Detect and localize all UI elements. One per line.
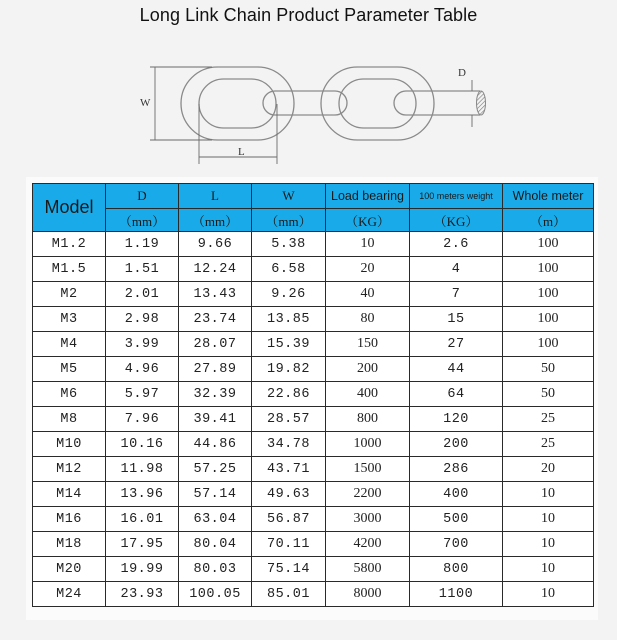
cell-d: 2.01 <box>106 282 179 307</box>
unit-load-bearing: （KG） <box>326 209 410 232</box>
cell-100m-weight: 400 <box>410 482 503 507</box>
cell-model: M10 <box>33 432 106 457</box>
cell-w: 15.39 <box>252 332 326 357</box>
cell-whole-meter: 10 <box>503 557 594 582</box>
cell-whole-meter: 50 <box>503 382 594 407</box>
unit-d: （mm） <box>106 209 179 232</box>
cell-whole-meter: 10 <box>503 582 594 607</box>
cell-load-bearing: 5800 <box>326 557 410 582</box>
cell-w: 5.38 <box>252 232 326 257</box>
cell-d: 17.95 <box>106 532 179 557</box>
cell-whole-meter: 100 <box>503 232 594 257</box>
cell-100m-weight: 286 <box>410 457 503 482</box>
diameter-label: D <box>458 67 466 79</box>
cell-l: 100.05 <box>179 582 252 607</box>
unit-w: （mm） <box>252 209 326 232</box>
cell-100m-weight: 1100 <box>410 582 503 607</box>
cell-model: M18 <box>33 532 106 557</box>
cell-100m-weight: 2.6 <box>410 232 503 257</box>
table-row <box>33 457 594 482</box>
chain-link-2-outer <box>321 67 434 140</box>
cell-100m-weight: 120 <box>410 407 503 432</box>
cell-l: 57.25 <box>179 457 252 482</box>
header-d: D <box>106 184 179 209</box>
cell-w: 9.26 <box>252 282 326 307</box>
cell-model: M14 <box>33 482 106 507</box>
table-row <box>33 407 594 432</box>
cell-d: 13.96 <box>106 482 179 507</box>
cell-whole-meter: 20 <box>503 457 594 482</box>
cell-load-bearing: 1000 <box>326 432 410 457</box>
cell-load-bearing: 40 <box>326 282 410 307</box>
cell-w: 43.71 <box>252 457 326 482</box>
page-title: Long Link Chain Product Parameter Table <box>139 5 478 25</box>
cell-d: 16.01 <box>106 507 179 532</box>
header-whole-meter: Whole meter <box>503 184 594 209</box>
cell-l: 63.04 <box>179 507 252 532</box>
cell-l: 28.07 <box>179 332 252 357</box>
cell-w: 19.82 <box>252 357 326 382</box>
cell-l: 32.39 <box>179 382 252 407</box>
cell-l: 44.86 <box>179 432 252 457</box>
cell-model: M8 <box>33 407 106 432</box>
cell-whole-meter: 25 <box>503 407 594 432</box>
cell-model: M5 <box>33 357 106 382</box>
diameter-section-icon <box>477 91 486 115</box>
cell-l: 9.66 <box>179 232 252 257</box>
table-row <box>33 582 594 607</box>
cell-whole-meter: 10 <box>503 532 594 557</box>
header-row-names <box>33 184 594 209</box>
table-row <box>33 257 594 282</box>
cell-w: 34.78 <box>252 432 326 457</box>
cell-100m-weight: 15 <box>410 307 503 332</box>
cell-load-bearing: 8000 <box>326 582 410 607</box>
cell-whole-meter: 100 <box>503 282 594 307</box>
chain-link-2-inner <box>339 79 416 128</box>
cell-l: 23.74 <box>179 307 252 332</box>
cell-model: M12 <box>33 457 106 482</box>
cell-d: 3.99 <box>106 332 179 357</box>
cell-d: 7.96 <box>106 407 179 432</box>
cell-d: 19.99 <box>106 557 179 582</box>
cell-w: 70.11 <box>252 532 326 557</box>
cell-l: 57.14 <box>179 482 252 507</box>
table-row <box>33 557 594 582</box>
cell-w: 75.14 <box>252 557 326 582</box>
cell-l: 13.43 <box>179 282 252 307</box>
cell-w: 49.63 <box>252 482 326 507</box>
cell-100m-weight: 700 <box>410 532 503 557</box>
table-row <box>33 532 594 557</box>
cell-whole-meter: 100 <box>503 332 594 357</box>
cell-100m-weight: 800 <box>410 557 503 582</box>
cell-load-bearing: 4200 <box>326 532 410 557</box>
cell-d: 1.51 <box>106 257 179 282</box>
chain-diagram <box>0 0 617 175</box>
cell-l: 80.04 <box>179 532 252 557</box>
cell-d: 4.96 <box>106 357 179 382</box>
cell-100m-weight: 200 <box>410 432 503 457</box>
cell-d: 1.19 <box>106 232 179 257</box>
cell-load-bearing: 80 <box>326 307 410 332</box>
cell-whole-meter: 25 <box>503 432 594 457</box>
cell-load-bearing: 200 <box>326 357 410 382</box>
cell-load-bearing: 2200 <box>326 482 410 507</box>
cell-load-bearing: 400 <box>326 382 410 407</box>
cell-model: M3 <box>33 307 106 332</box>
cell-model: M20 <box>33 557 106 582</box>
chain-link-end <box>394 91 480 115</box>
cell-load-bearing: 150 <box>326 332 410 357</box>
cell-model: M1.5 <box>33 257 106 282</box>
cell-model: M6 <box>33 382 106 407</box>
header-l: L <box>179 184 252 209</box>
cell-100m-weight: 64 <box>410 382 503 407</box>
table-row <box>33 232 594 257</box>
cell-load-bearing: 1500 <box>326 457 410 482</box>
cell-100m-weight: 27 <box>410 332 503 357</box>
cell-model: M16 <box>33 507 106 532</box>
table-row <box>33 482 594 507</box>
cell-d: 11.98 <box>106 457 179 482</box>
table-row <box>33 307 594 332</box>
cell-model: M4 <box>33 332 106 357</box>
cell-l: 39.41 <box>179 407 252 432</box>
cell-w: 85.01 <box>252 582 326 607</box>
unit-100m-weight: （KG） <box>410 209 503 232</box>
cell-d: 23.93 <box>106 582 179 607</box>
chain-link-1-inner <box>199 79 276 128</box>
cell-100m-weight: 500 <box>410 507 503 532</box>
cell-l: 12.24 <box>179 257 252 282</box>
cell-model: M24 <box>33 582 106 607</box>
table-row <box>33 357 594 382</box>
cell-w: 56.87 <box>252 507 326 532</box>
cell-w: 6.58 <box>252 257 326 282</box>
table-row <box>33 507 594 532</box>
cell-d: 2.98 <box>106 307 179 332</box>
cell-100m-weight: 7 <box>410 282 503 307</box>
cell-w: 22.86 <box>252 382 326 407</box>
cell-l: 27.89 <box>179 357 252 382</box>
header-load-bearing: Load bearing <box>326 184 410 209</box>
length-label: L <box>238 146 245 158</box>
header-100m-weight: 100 meters weight <box>410 184 503 209</box>
cell-l: 80.03 <box>179 557 252 582</box>
unit-l: （mm） <box>179 209 252 232</box>
cell-load-bearing: 800 <box>326 407 410 432</box>
unit-whole-meter: （m） <box>503 209 594 232</box>
cell-w: 28.57 <box>252 407 326 432</box>
cell-100m-weight: 44 <box>410 357 503 382</box>
cell-whole-meter: 100 <box>503 307 594 332</box>
cell-whole-meter: 10 <box>503 507 594 532</box>
cell-w: 13.85 <box>252 307 326 332</box>
cell-100m-weight: 4 <box>410 257 503 282</box>
header-w: W <box>252 184 326 209</box>
width-label: W <box>140 97 151 109</box>
cell-model: M2 <box>33 282 106 307</box>
cell-d: 10.16 <box>106 432 179 457</box>
cell-d: 5.97 <box>106 382 179 407</box>
parameter-table <box>32 183 594 607</box>
header-row-units <box>33 209 594 232</box>
table-row <box>33 382 594 407</box>
table-row <box>33 282 594 307</box>
cell-load-bearing: 20 <box>326 257 410 282</box>
table-row <box>33 332 594 357</box>
cell-whole-meter: 10 <box>503 482 594 507</box>
cell-load-bearing: 10 <box>326 232 410 257</box>
cell-load-bearing: 3000 <box>326 507 410 532</box>
table-row <box>33 432 594 457</box>
header-model: Model <box>33 184 106 232</box>
cell-whole-meter: 100 <box>503 257 594 282</box>
cell-whole-meter: 50 <box>503 357 594 382</box>
cell-model: M1.2 <box>33 232 106 257</box>
